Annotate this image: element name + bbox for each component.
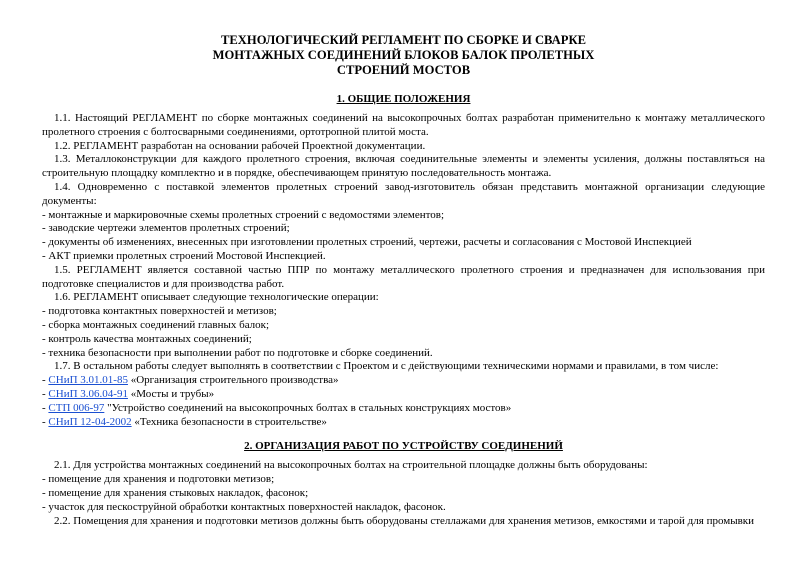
- title-line-1: ТЕХНОЛОГИЧЕСКИЙ РЕГЛАМЕНТ ПО СБОРКЕ И СВАРКЕ: [221, 33, 586, 47]
- list-item: - подготовка контактных поверхностей и метизов;: [42, 305, 277, 318]
- paragraph-1-7: 1.7. В остальном работы следует выполнять в соответствии с Проектом и с действующими техническими нормами и правилами, в том числе:: [54, 360, 719, 373]
- paragraph-1-5: 1.5. РЕГЛАМЕНТ является составной частью ППР по монтажу металлического пролетного строения и предназначен для использования при подготовке специалистов и для производства работ.: [42, 263, 765, 290]
- list-item: - заводские чертежи элементов пролетных строений;: [42, 222, 290, 235]
- norm-item: - СНиП 3.01.01-85 «Организация строительного производства»: [42, 374, 339, 387]
- section-2-heading: 2. ОРГАНИЗАЦИЯ РАБОТ ПО УСТРОЙСТВУ СОЕДИНЕНИЙ: [244, 440, 563, 453]
- paragraph-1-4: 1.4. Одновременно с поставкой элементов пролетных строений завод-изготовитель обязан представить монтажной организации следующие документы:: [42, 180, 765, 207]
- list-item: - помещение для хранения стыковых накладок, фасонок;: [42, 486, 309, 499]
- list-item: - контроль качества монтажных соединений;: [42, 332, 252, 345]
- title-line-3: СТРОЕНИЙ МОСТОВ: [336, 63, 471, 77]
- paragraph-2-2: 2.2. Помещения для хранения и подготовки метизов должны быть оборудованы стеллажами для хранения метизов, емкостями и тарой для промывки: [54, 514, 755, 527]
- norm-link-snip-3-06-04-91[interactable]: СНиП 3.06.04-91: [48, 387, 128, 400]
- norm-item: - СТП 006-97 "Устройство соединений на высокопрочных болтах в стальных конструкциях мостов»: [42, 401, 512, 414]
- paragraph-1-3: 1.3. Металлоконструкции для каждого пролетного строения, включая соединительные элементы и элементы усиления, должны поставляться на строительную площадку комплектно и в порядке, обеспечивающем принятую последовательность монтажа.: [42, 153, 765, 180]
- norm-item: - СНиП 12-04-2002 «Техника безопасности в строительстве»: [42, 415, 327, 428]
- list-item: - АКТ приемки пролетных строений Мостовой Инспекцией.: [42, 249, 326, 262]
- list-item: - помещение для хранения и подготовки метизов;: [42, 473, 275, 486]
- paragraph-1-2: 1.2. РЕГЛАМЕНТ разработан на основании рабочей Проектной документации.: [54, 139, 426, 152]
- document-title: [42, 33, 765, 78]
- section-1-heading: 1. ОБЩИЕ ПОЛОЖЕНИЯ: [336, 93, 471, 105]
- title-line-2: МОНТАЖНЫХ СОЕДИНЕНИЙ БЛОКОВ БАЛОК ПРОЛЕТНЫХ: [212, 48, 595, 62]
- paragraph-2-1: 2.1. Для устройства монтажных соединений на высокопрочных болтах на строительной площадке должны быть оборудованы:: [54, 459, 648, 472]
- paragraph-1-6: 1.6. РЕГЛАМЕНТ описывает следующие технологические операции:: [54, 291, 379, 304]
- norm-link-snip-12-04-2002[interactable]: СНиП 12-04-2002: [48, 415, 132, 428]
- paragraph-1-1: 1.1. Настоящий РЕГЛАМЕНТ по сборке монтажных соединений на высокопрочных болтах разработан применительно к монтажу металлического пролетного строения с болтосварными соединениями, ортотропной плитой моста.: [42, 112, 765, 138]
- list-item: - документы об изменениях, внесенных при изготовлении пролетных строений, чертежи, расчеты и согласования с Мостовой Инспекцией: [42, 236, 692, 249]
- norm-link-snip-3-01-01-85[interactable]: СНиП 3.01.01-85: [48, 374, 128, 387]
- list-item: - сборка монтажных соединений главных балок;: [42, 318, 270, 331]
- list-item: - монтажные и маркировочные схемы пролетных строений с ведомостями элементов;: [42, 208, 445, 221]
- norm-item: - СНиП 3.06.04-91 «Мосты и трубы»: [42, 387, 215, 400]
- list-item: - участок для пескоструйной обработки контактных поверхностей накладок, фасонок.: [42, 500, 446, 513]
- list-item: - техника безопасности при выполнении работ по подготовке и сборке соединений.: [42, 346, 433, 359]
- norm-link-stp-006-97[interactable]: СТП 006-97: [48, 401, 105, 414]
